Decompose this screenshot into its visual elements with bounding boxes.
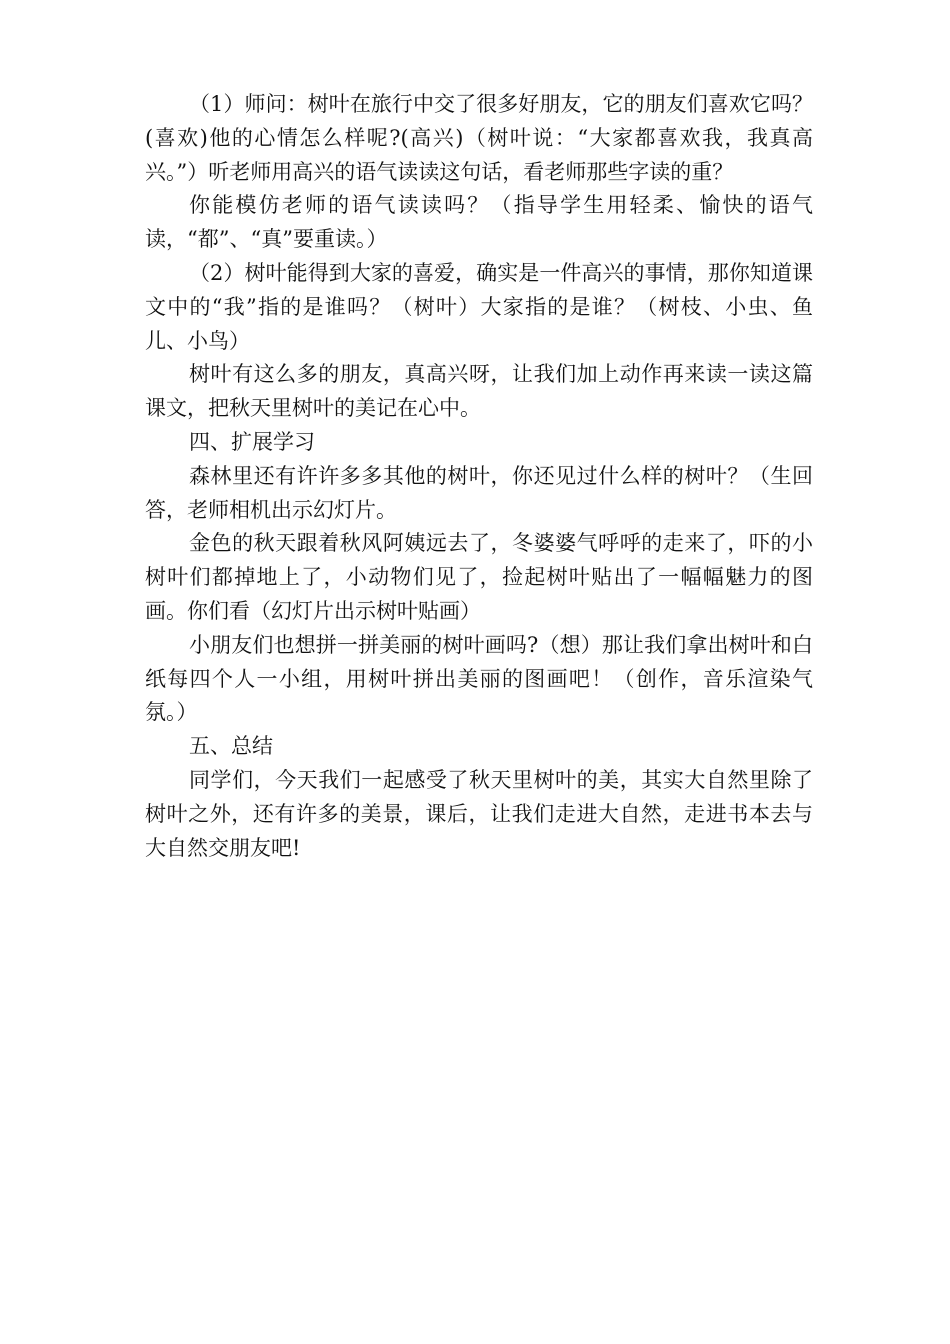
paragraph-teacher-question-1: （1）师问：树叶在旅行中交了很多好朋友，它的朋友们喜欢它吗？(喜欢)他的心情怎么样呢?(高兴)（树叶说：“大家都喜欢我，我真高兴。”）听老师用高兴的语气读读这句话，看老师那些字读的重？ bbox=[145, 92, 813, 184]
section-heading-summary: 五、总结 bbox=[189, 734, 273, 759]
paragraph-teacher-question-2: （2）树叶能得到大家的喜爱，确实是一件高兴的事情，那你知道课文中的“我”指的是谁吗？（树叶）大家指的是谁？（树枝、小虫、鱼儿、小鸟） bbox=[145, 260, 813, 353]
paragraph-leaf-collage-activity: 小朋友们也想拼一拼美丽的树叶画吗?（想）那让我们拿出树叶和白纸每四个人一小组，用树叶拼出美丽的图画吧！（创作，音乐渲染气氛。） bbox=[145, 632, 813, 725]
paragraph-imitate-tone: 你能模仿老师的语气读读吗？（指导学生用轻柔、愉快的语气读，“都”、“真”要重读。） bbox=[145, 193, 813, 252]
section-heading-extension: 四、扩展学习 bbox=[189, 429, 315, 454]
document-body bbox=[145, 88, 813, 865]
paragraph-conclusion: 同学们，今天我们一起感受了秋天里树叶的美，其实大自然里除了树叶之外，还有许多的美景，课后，让我们走进大自然，走进书本去与大自然交朋友吧! bbox=[145, 767, 813, 860]
paragraph-other-leaves: 森林里还有许许多多其他的树叶，你还见过什么样的树叶？（生回答，老师相机出示幻灯片。 bbox=[145, 463, 813, 522]
paragraph-winter-leaf-pictures: 金色的秋天跟着秋风阿姨远去了，冬婆婆气呼呼的走来了，吓的小树叶们都掉地上了，小动物们见了，捡起树叶贴出了一幅幅魅力的图画。你们看（幻灯片出示树叶贴画） bbox=[145, 531, 813, 623]
paragraph-read-with-actions: 树叶有这么多的朋友，真高兴呀，让我们加上动作再来读一读这篇课文，把秋天里树叶的美记在心中。 bbox=[145, 362, 813, 421]
